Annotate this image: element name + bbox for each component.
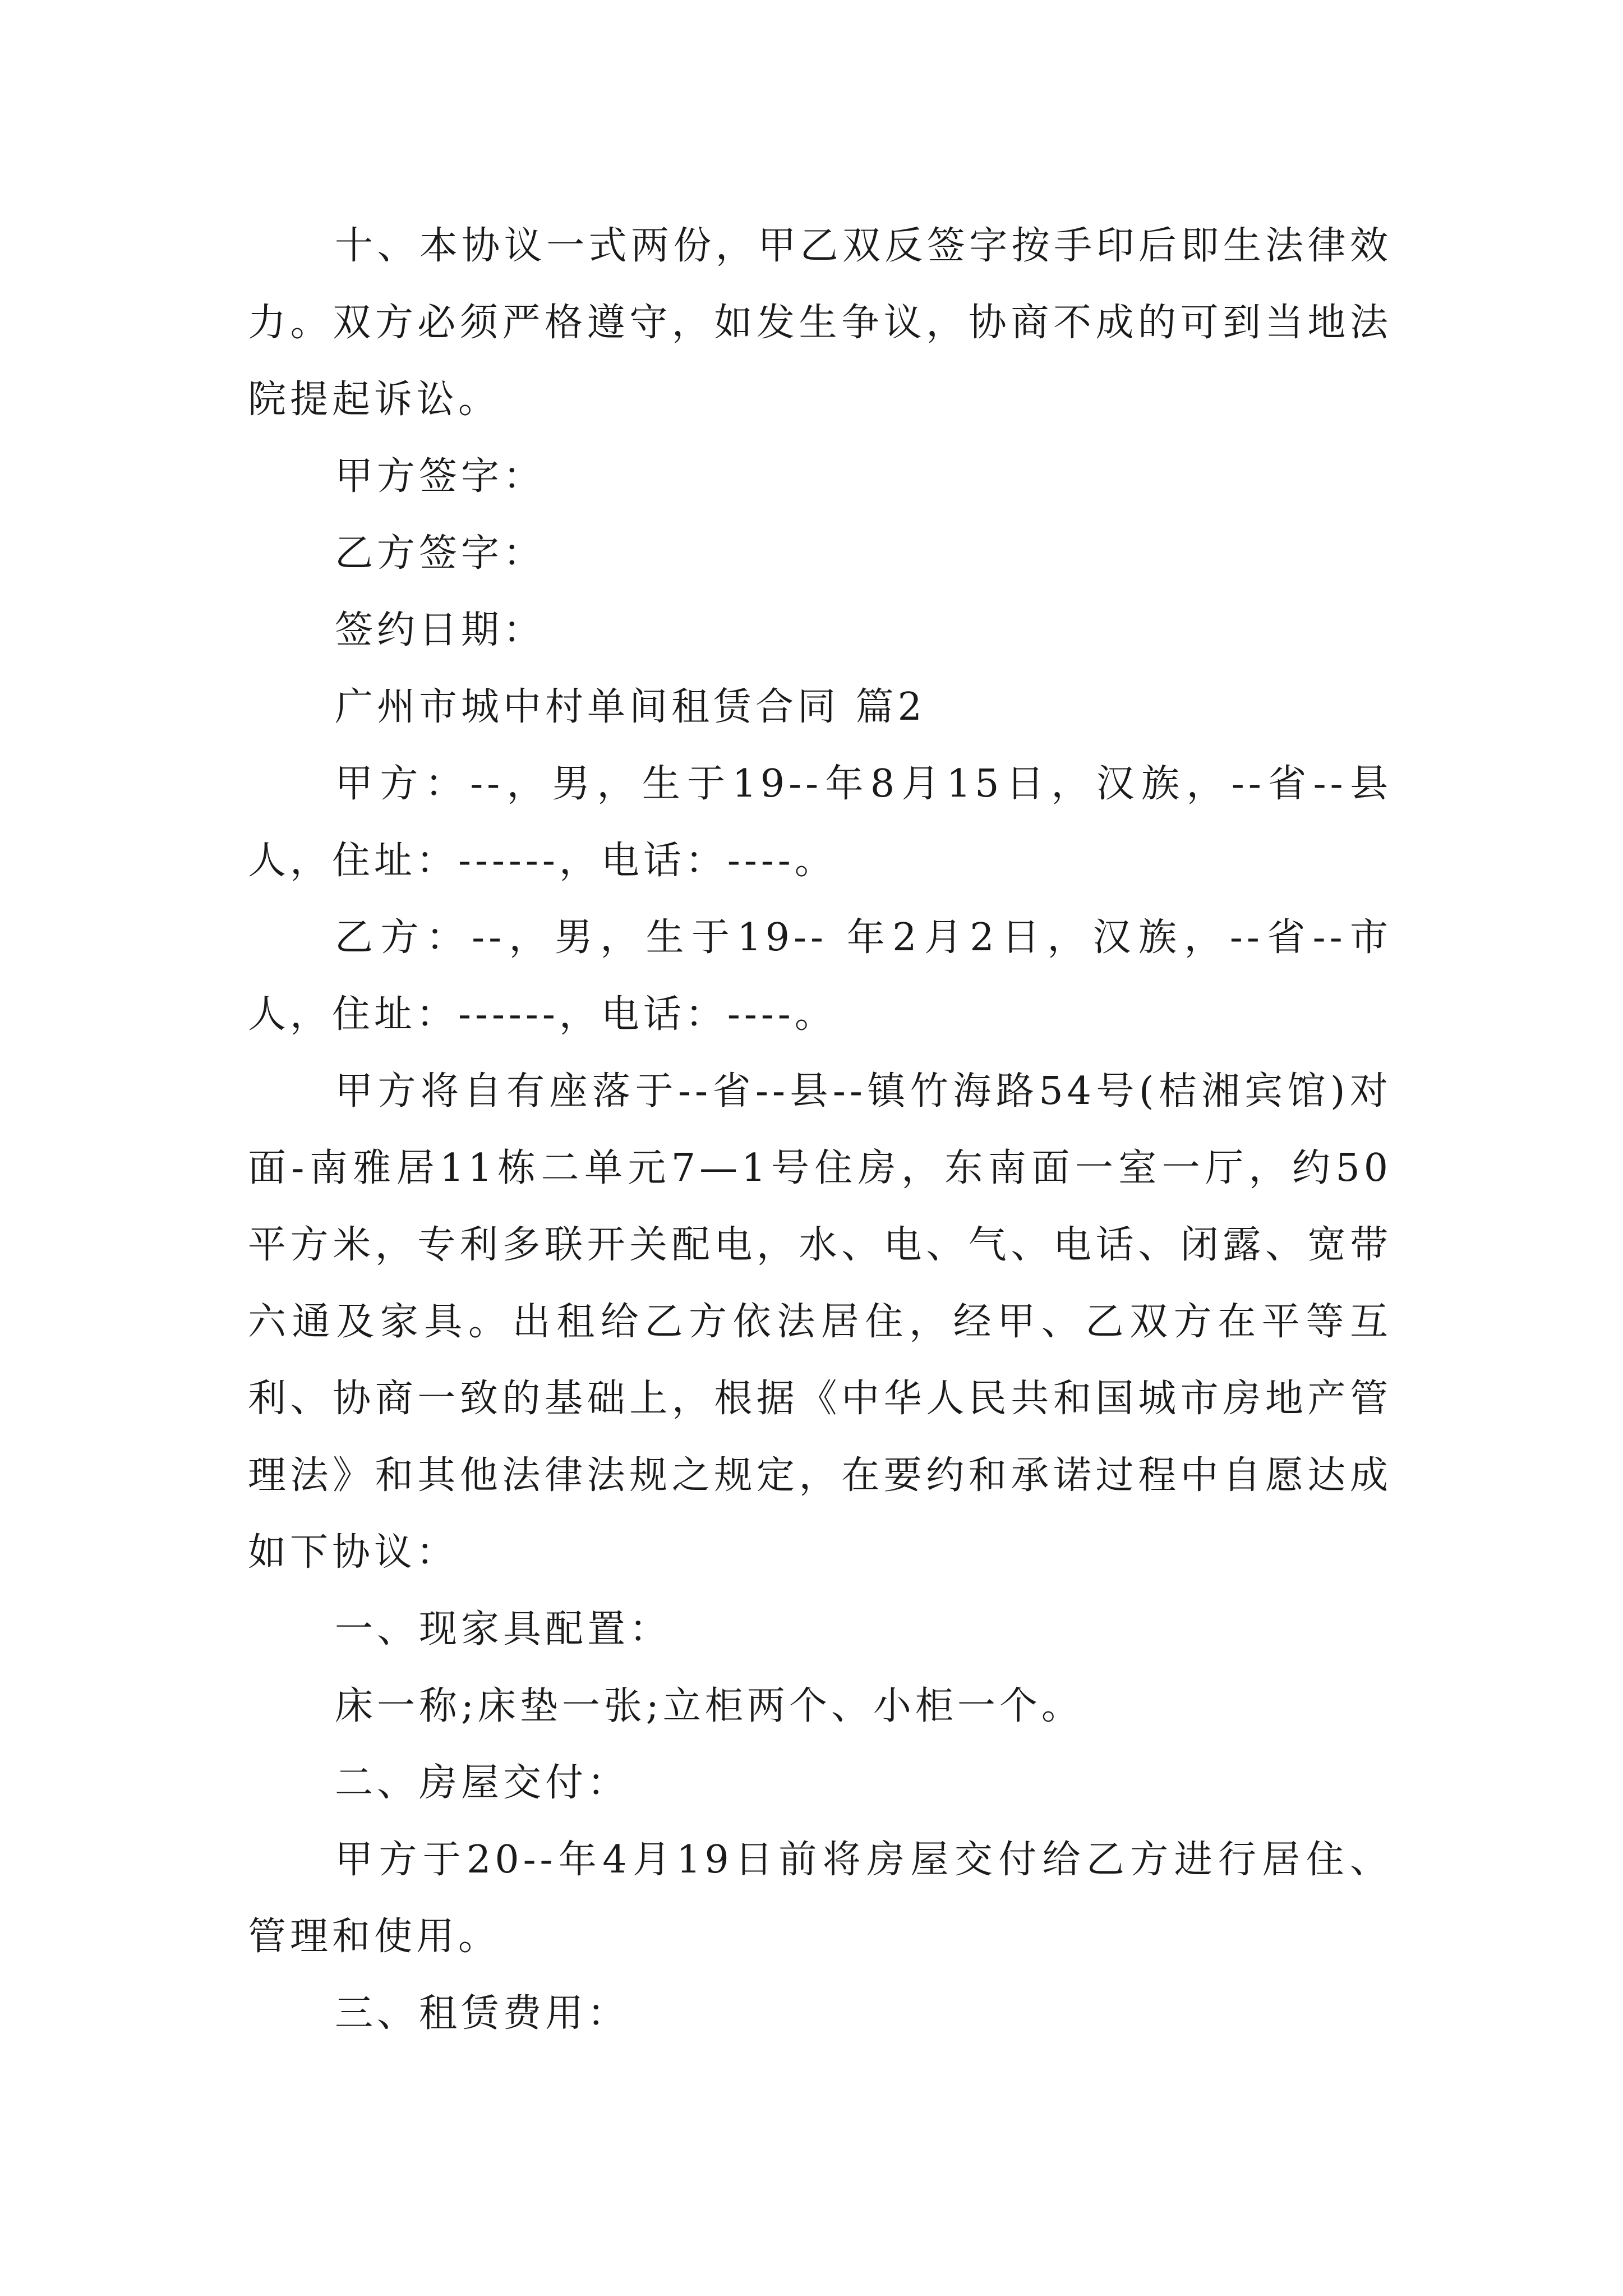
party-b-signature-line: 乙方签字： xyxy=(335,531,546,576)
section-title: 广州市城中村单间租赁合同 篇2 xyxy=(335,685,926,729)
party-a-info-paragraph: 甲方：--，男，生于19--年8月15日，汉族，--省--县人，住址：------，电话：----。 xyxy=(248,762,1392,883)
party-a-signature-line: 甲方签字： xyxy=(335,454,546,499)
furniture-heading: 一、现家具配置： xyxy=(335,1607,672,1651)
clause-10-paragraph: 十、本协议一式两份，甲乙双反签字按手印后即生法律效力。双方必须严格遵守，如发生争议，协商不成的可到当地法院提起诉讼。 xyxy=(248,224,1392,422)
preamble-paragraph: 甲方将自有座落于--省--县--镇竹海路54号(桔湘宾馆)对面-南雅居11栋二单元7—1号住房，东南面一室一厅，约50平方米，专利多联开关配电，水、电、气、电话、闭露、宽带六通及家具。出租给乙方依法居住，经甲、乙双方在平等互利、协商一致的基础上，根据《中华人民共和国城市房地产管理法》和其他法律法规之规定，在要约和承诺过程中自愿达成如下协议： xyxy=(248,1069,1392,1575)
party-b-info-paragraph: 乙方：--，男，生于19-- 年2月2日，汉族，--省--市人，住址：------，电话：----。 xyxy=(248,915,1392,1037)
delivery-terms-paragraph: 甲方于20--年4月19日前将房屋交付给乙方进行居住、管理和使用。 xyxy=(248,1838,1392,1959)
delivery-heading: 二、房屋交付： xyxy=(335,1761,630,1805)
sign-date-line: 签约日期： xyxy=(335,608,546,652)
furniture-list: 床一称;床垫一张;立柜两个、小柜一个。 xyxy=(335,1684,1083,1728)
rent-heading: 三、租赁费用： xyxy=(335,1991,630,2036)
document-body xyxy=(248,208,1392,2052)
